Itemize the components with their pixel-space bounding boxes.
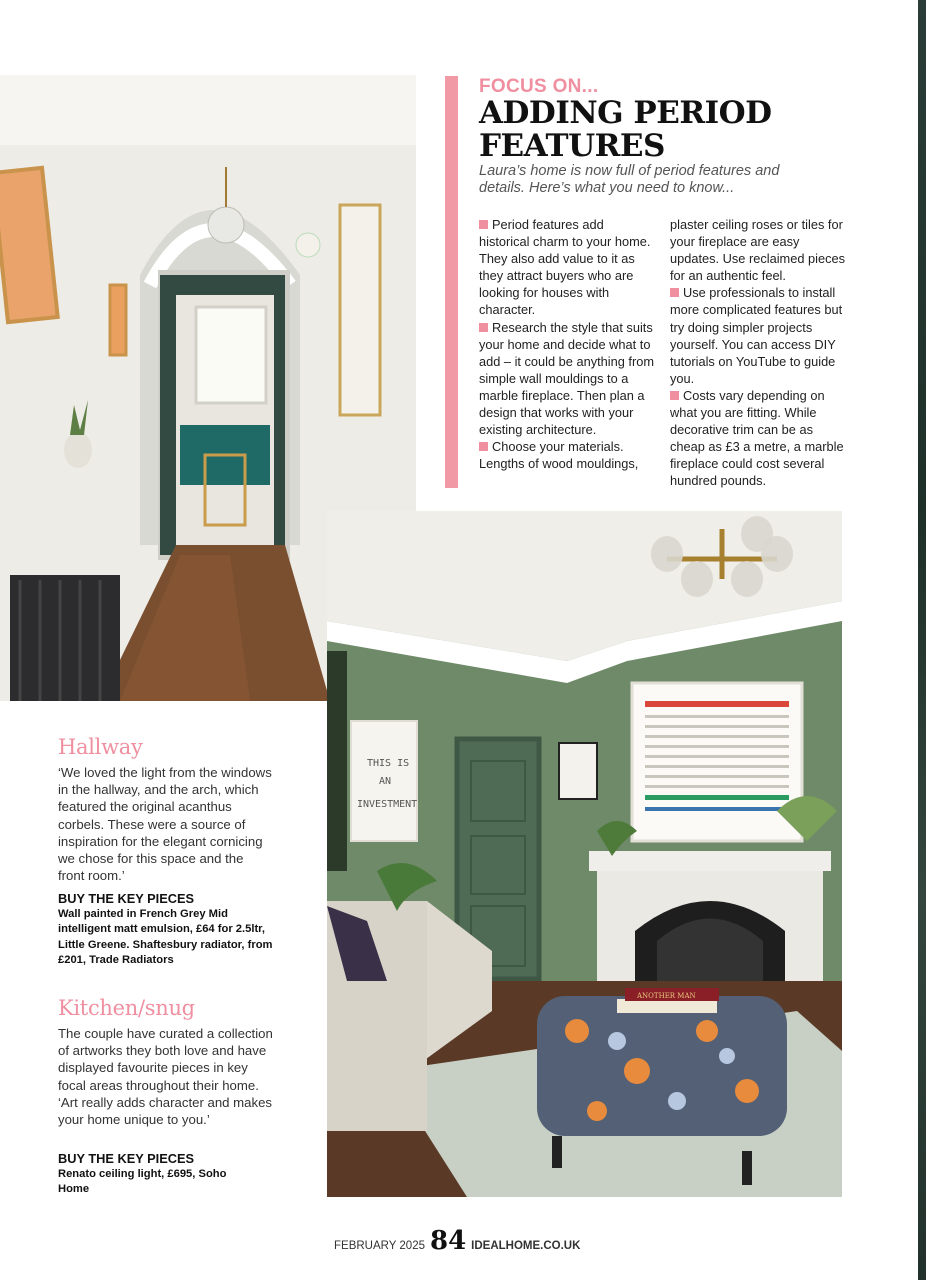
list-item: Choose your materials. Lengths of wood mouldings, bbox=[479, 439, 639, 472]
bullet-icon bbox=[670, 391, 679, 400]
page-number: 84 bbox=[429, 1226, 467, 1256]
site-url: IDEALHOME.CO.UK bbox=[471, 1240, 581, 1252]
kitchen-buy-heading: BUY THE KEY PIECES bbox=[58, 1151, 195, 1166]
hallway-buy-text: Wall painted in French Grey Mid intelligent matt emulsion, £64 for 2.5ltr, Little Greene. Shaftesbury radiator, from £201, Trade Radiators bbox=[58, 908, 273, 966]
artwork-sign-line2: AN bbox=[379, 776, 392, 787]
page-footer bbox=[334, 1228, 580, 1254]
kitchen-body: The couple have curated a collection of artworks they both love and have displayed favourite pieces in key focal areas throughout their home. ‘Art really adds character and makes your home unique to you.’ bbox=[58, 1026, 273, 1128]
living-room-photo bbox=[327, 511, 842, 1197]
bullet-icon bbox=[479, 323, 488, 332]
hallway-body: ‘We loved the light from the windows in the hallway, and the arch, which featured the original acanthus corbels. These were a source of inspiration for the elegant cornicing we chose for this space and the front room.’ bbox=[58, 765, 272, 884]
kitchen-title: Kitchen/snug bbox=[58, 996, 195, 1020]
list-item-continued: plaster ceiling roses or tiles for your fireplace are easy updates. Use reclaimed pieces for an authentic feel. bbox=[670, 217, 845, 284]
accent-bar bbox=[445, 76, 458, 488]
feature-kicker: FOCUS ON... bbox=[479, 76, 599, 97]
hallway-buy-heading: BUY THE KEY PIECES bbox=[58, 891, 195, 906]
artwork-sign-line3: INVESTMENT bbox=[357, 799, 418, 810]
issue-date: FEBRUARY 2025 bbox=[334, 1240, 425, 1252]
bullet-icon bbox=[479, 220, 488, 229]
hallway-title: Hallway bbox=[58, 735, 143, 759]
feature-title: ADDING PERIOD FEATURES bbox=[479, 95, 772, 164]
artwork-sign-line1: THIS IS bbox=[367, 758, 410, 769]
bullet-icon bbox=[479, 442, 488, 451]
bullet-icon bbox=[670, 288, 679, 297]
next-page-edge bbox=[918, 0, 926, 1280]
feature-standfirst: Laura’s home is now full of period features and details. Here’s what you need to know... bbox=[479, 163, 780, 196]
book-title: ANOTHER MAN bbox=[637, 992, 696, 1000]
list-item: Period features add historical charm to your home. They also add value to it as they attract buyers who are looking for houses with character. bbox=[479, 217, 651, 318]
feature-column-1 bbox=[479, 216, 655, 472]
list-item: Use professionals to install more complicated features but try doing simpler projects yourself. You can access DIY tutorials on YouTube to guide you. bbox=[670, 285, 843, 386]
list-item: Costs vary depending on what you are fitting. While decorative trim can be as cheap as £3 a metre, a marble fireplace could cost several hundred pounds. bbox=[670, 387, 844, 489]
list-item: Research the style that suits your home and decide what to add – it could be anything from simple wall mouldings to a marble fireplace. Then plan a design that works with your existing architecture. bbox=[479, 319, 655, 438]
kitchen-buy-text: Renato ceiling light, £695, Soho Home bbox=[58, 1168, 227, 1196]
feature-column-2 bbox=[670, 216, 846, 490]
